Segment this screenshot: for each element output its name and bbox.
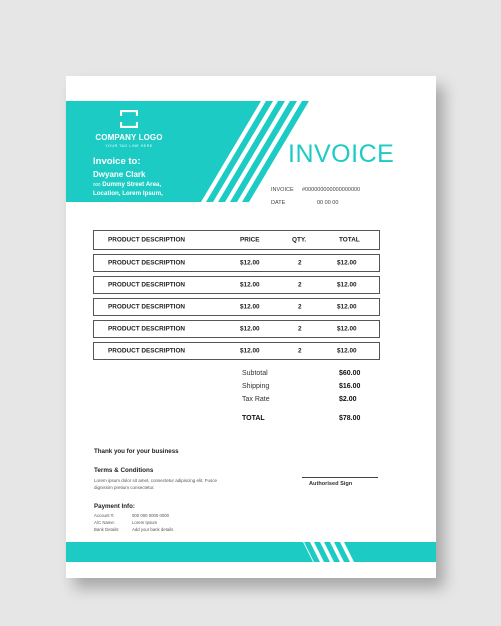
row-qty: 2 [298,325,302,333]
thank-you-text: Thank you for your business [94,448,179,455]
payment-account-row [94,513,169,518]
address-line-2: Location, Lorem Ipsum, [93,190,163,197]
header-price: PRICE [240,236,260,244]
row-total: $12.00 [337,303,357,311]
table-row [93,342,380,360]
row-price: $12.00 [240,281,260,289]
row-qty: 2 [298,347,302,355]
shipping-row [242,383,372,396]
payment-value: Add your bank details [132,527,174,532]
row-total: $12.00 [337,281,357,289]
row-price: $12.00 [240,303,260,311]
header-total: TOTAL [339,236,360,244]
subtotal-row [242,370,372,383]
footer-band [66,542,436,562]
invoice-date-label: DATE [271,200,286,206]
row-description: PRODUCT DESCRIPTION [108,259,186,267]
tax-row [242,396,372,409]
tax-label: Tax Rate [242,396,270,403]
invoice-summary [242,370,372,428]
table-header [93,230,380,250]
invoice-date-value: 00 00 00 [317,200,339,206]
shipping-label: Shipping [242,383,270,390]
payment-label: Bank Details: [94,527,120,532]
row-description: PRODUCT DESCRIPTION [108,303,186,311]
subtotal-value: $60.00 [339,370,361,377]
payment-bank-row [94,527,173,532]
terms-heading: Terms & Conditions [94,467,154,474]
tax-value: $2.00 [339,396,357,403]
company-logo-text: COMPANY LOGO [95,133,163,142]
header-description: PRODUCT DESCRIPTION [108,236,186,244]
logo-icon [120,110,138,128]
client-address [93,180,193,198]
company-tagline: YOUR TAG LINE HERE [105,144,153,148]
signature-label: Authorised Sign [309,481,353,487]
payment-info-heading: Payment Info: [94,503,135,510]
row-description: PRODUCT DESCRIPTION [108,325,186,333]
row-qty: 2 [298,259,302,267]
total-label: TOTAL [242,415,265,422]
invoice-page [66,76,436,578]
invoice-number-value: #000000000000000000 [302,187,361,193]
row-qty: 2 [298,281,302,289]
row-price: $12.00 [240,347,260,355]
row-total: $12.00 [337,347,357,355]
row-description: PRODUCT DESCRIPTION [108,347,186,355]
invoice-number-label: INVOICE [271,187,294,193]
subtotal-label: Subtotal [242,370,268,377]
table-row [93,320,380,338]
payment-value: Lorem Ipsum [132,520,158,525]
row-qty: 2 [298,303,302,311]
invoice-to-heading: Invoice to: [93,156,141,167]
table-row [93,254,380,272]
address-prefix: 000 [93,182,101,187]
client-name: Dwyane Clark [93,170,146,179]
total-row [242,415,372,428]
address-line-1: Dummy Street Area, [102,181,162,188]
signature-line [302,477,378,478]
payment-value: 000 000 0000 0000 [132,513,170,518]
terms-text: Lorem ipsum dolor sit amet, consectetur adipiscing elit. Fusce dignissim pretium consectetur. [94,478,218,490]
header-qty: QTY. [292,236,307,244]
payment-label: A/C Name: [94,520,116,525]
payment-label: Account #: [94,513,115,518]
invoice-title: INVOICE [288,140,395,168]
payment-name-row [94,520,157,525]
shipping-value: $16.00 [339,383,361,390]
total-value: $78.00 [339,415,361,422]
items-table [93,230,380,360]
row-total: $12.00 [337,325,357,333]
invoice-number-row [271,187,360,193]
invoice-date-row [271,200,338,206]
table-row [93,298,380,316]
row-description: PRODUCT DESCRIPTION [108,281,186,289]
row-price: $12.00 [240,325,260,333]
row-total: $12.00 [337,259,357,267]
row-price: $12.00 [240,259,260,267]
table-row [93,276,380,294]
